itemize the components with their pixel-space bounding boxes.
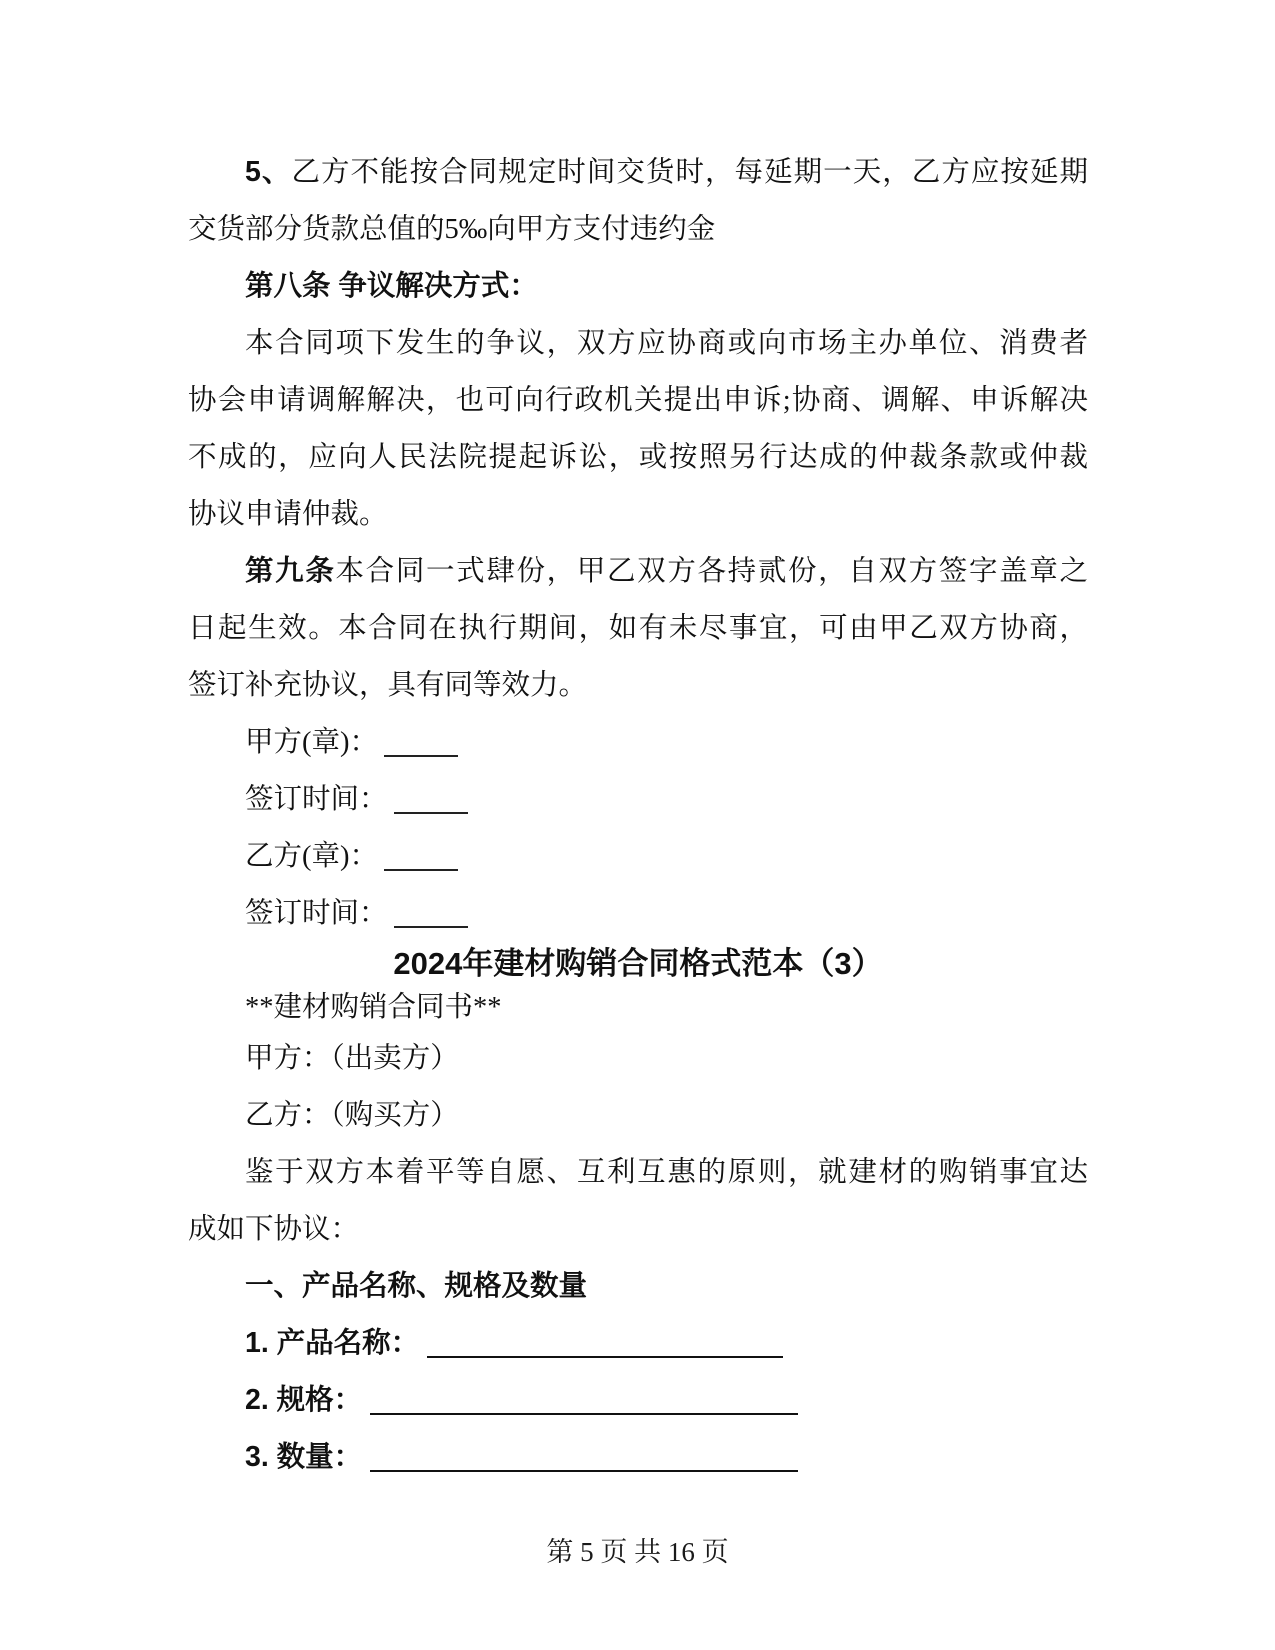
article-9-line-1	[188, 543, 1088, 600]
preamble-line-1: 鉴于双方本着平等自愿、互利互惠的原则，就建材的购销事宜达	[245, 1157, 1088, 1188]
contract-title: 2024年建材购销合同格式范本（3）	[393, 946, 883, 981]
dispute-paragraph-line-1: 本合同项下发生的争议，双方应协商或向市场主办单位、消费者	[245, 328, 1088, 359]
item-label: 2. 规格：	[245, 1384, 363, 1416]
signature-blank	[394, 926, 468, 928]
document-body	[188, 144, 1088, 1486]
item-label: 1. 产品名称：	[245, 1327, 420, 1359]
party-a-line: 甲方：（出卖方）	[245, 1043, 459, 1074]
page-footer: 第 5 页 共 16 页	[546, 1537, 729, 1567]
signature-label: 签订时间：	[245, 898, 388, 929]
signature-row-party-a-seal	[188, 714, 1088, 771]
dispute-paragraph-line-2: 协会申请调解解决，也可向行政机关提出申诉;协商、调解、申诉解决	[188, 385, 1088, 416]
section-1-heading	[188, 1258, 1088, 1315]
product-item-row-name	[188, 1315, 1088, 1372]
clause-5-line-2: 交货部分货款总值的5‰向甲方支付违约金	[188, 214, 716, 245]
product-item-row-quantity	[188, 1429, 1088, 1486]
clause-5-line-1	[188, 144, 1088, 201]
signature-blank	[384, 755, 458, 757]
signature-row-sign-date-b	[188, 885, 1088, 942]
contract-subtitle: **建材购销合同书**	[245, 992, 502, 1023]
article-8-heading-text: 第八条 争议解决方式：	[245, 270, 538, 302]
product-item-row-spec	[188, 1372, 1088, 1429]
signature-label: 乙方(章)：	[245, 841, 378, 872]
article-9-line-3: 签订补充协议，具有同等效力。	[188, 670, 588, 701]
article-9-text: 本合同一式肆份，甲乙双方各持贰份，自双方签字盖章之	[335, 556, 1088, 587]
clause-5-number: 5、	[245, 156, 292, 188]
article-8-heading	[188, 258, 1088, 315]
signature-label: 签订时间：	[245, 784, 388, 815]
dispute-paragraph-line-3: 不成的，应向人民法院提起诉讼，或按照另行达成的仲裁条款或仲裁	[188, 442, 1088, 473]
item-blank	[370, 1413, 798, 1415]
preamble-line-2: 成如下协议：	[188, 1214, 360, 1245]
article-9-label: 第九条	[245, 555, 336, 587]
party-b-line: 乙方：（购买方）	[245, 1100, 459, 1131]
item-blank	[427, 1356, 783, 1358]
signature-blank	[394, 812, 468, 814]
signature-row-sign-date-a	[188, 771, 1088, 828]
item-blank	[370, 1470, 798, 1472]
signature-row-party-b-seal	[188, 828, 1088, 885]
article-9-line-2: 日起生效。本合同在执行期间，如有未尽事宜，可由甲乙双方协商，	[188, 613, 1088, 644]
item-label: 3. 数量：	[245, 1441, 363, 1473]
clause-5-text: 乙方不能按合同规定时间交货时，每延期一天，乙方应按延期	[291, 157, 1088, 188]
dispute-paragraph-line-4: 协议申请仲裁。	[188, 499, 388, 530]
signature-blank	[384, 869, 458, 871]
section-1-heading-text: 一、产品名称、规格及数量	[245, 1270, 588, 1302]
signature-label: 甲方(章)：	[245, 727, 378, 758]
